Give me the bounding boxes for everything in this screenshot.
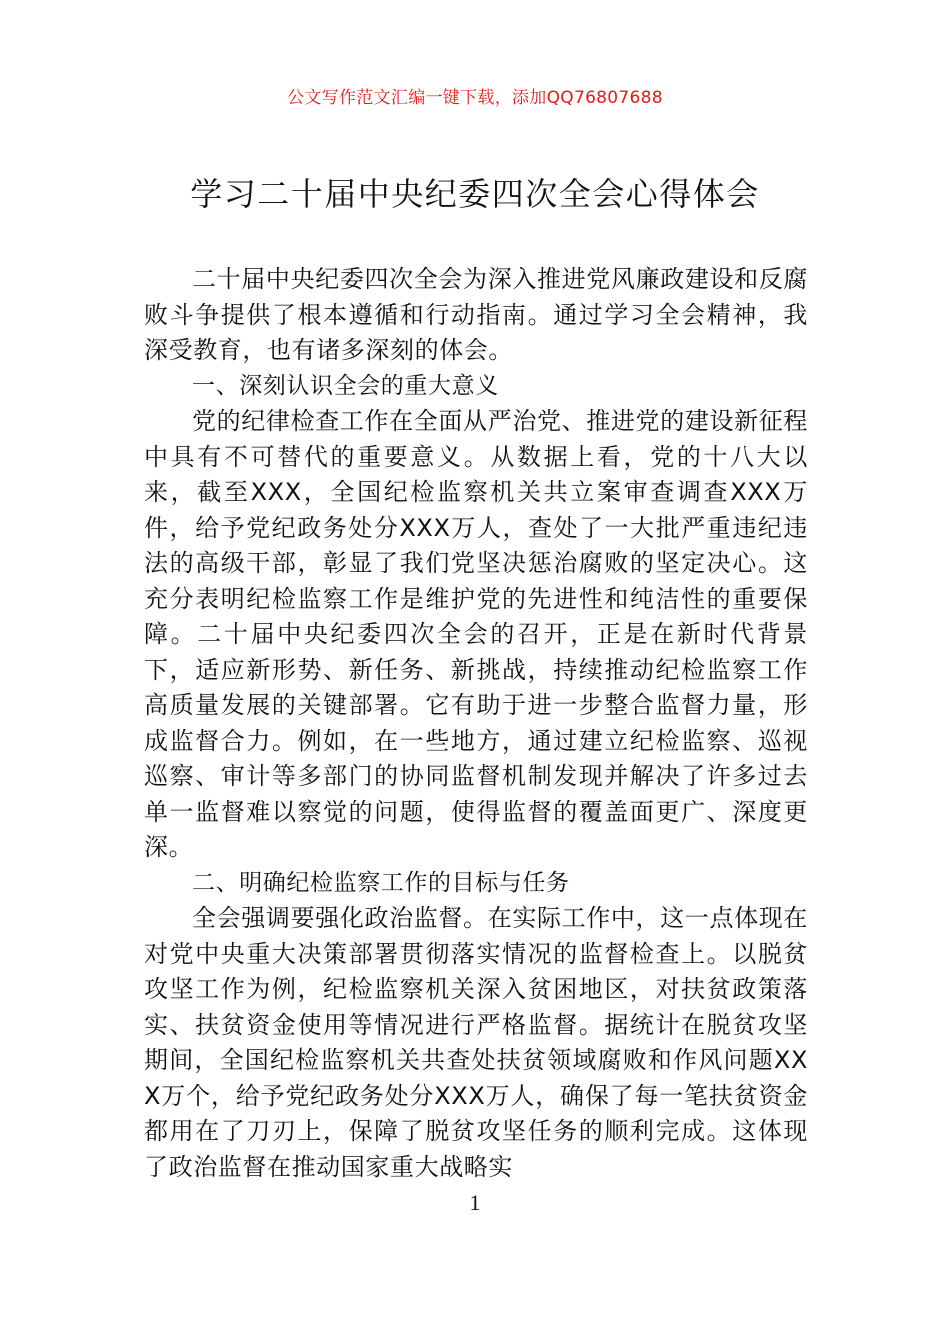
page-number: 1 [469,1190,481,1215]
download-promo-note: 公文写作范文汇编一键下载，添加QQ76807688 [287,88,663,108]
document-body [144,262,808,1185]
section-heading-1: 一、深刻认识全会的重大意义 [192,372,499,399]
section-1-paragraph: 党的纪律检查工作在全面从严治党、推进党的建设新征程中具有不可替代的重要意义。从数据上看，党的十八大以来，截至XXX，全国纪检监察机关共立案审查调查XXX万件，给予党纪政务处分XXX万人，查处了一大批严重违纪违法的高级干部，彰显了我们党坚决惩治腐败的坚定决心。这充分表明纪检监察工作是维护党的先进性和纯洁性的重要保障。二十届中央纪委四次全会的召开，正是在新时代背景下，适应新形势、新任务、新挑战，持续推动纪检监察工作高质量发展的关键部署。它有助于进一步整合监督力量，形成监督合力。例如，在一些地方，通过建立纪检监察、巡视巡察、审计等多部门的协同监督机制发现并解决了许多过去单一监督难以察觉的问题，使得监督的覆盖面更广、深度更深。 [144,407,808,861]
document-title: 学习二十届中央纪委四次全会心得体会 [190,175,760,213]
section-2-paragraph: 全会强调要强化政治监督。在实际工作中，这一点体现在对党中央重大决策部署贯彻落实情况的监督检查上。以脱贫攻坚工作为例，纪检监察机关深入贫困地区，对扶贫政策落实、扶贫资金使用等情况进行严格监督。据统计在脱贫攻坚期间，全国纪检监察机关共查处扶贫领域腐败和作风问题XXX万个，给予党纪政务处分XXX万人，确保了每一笔扶贫资金都用在了刀刃上，保障了脱贫攻坚任务的顺利完成。这体现了政治监督在推动国家重大战略实 [144,904,808,1181]
intro-paragraph: 二十届中央纪委四次全会为深入推进党风廉政建设和反腐败斗争提供了根本遵循和行动指南。通过学习全会精神，我深受教育，也有诸多深刻的体会。 [144,265,808,364]
section-heading-2: 二、明确纪检监察工作的目标与任务 [192,869,570,896]
